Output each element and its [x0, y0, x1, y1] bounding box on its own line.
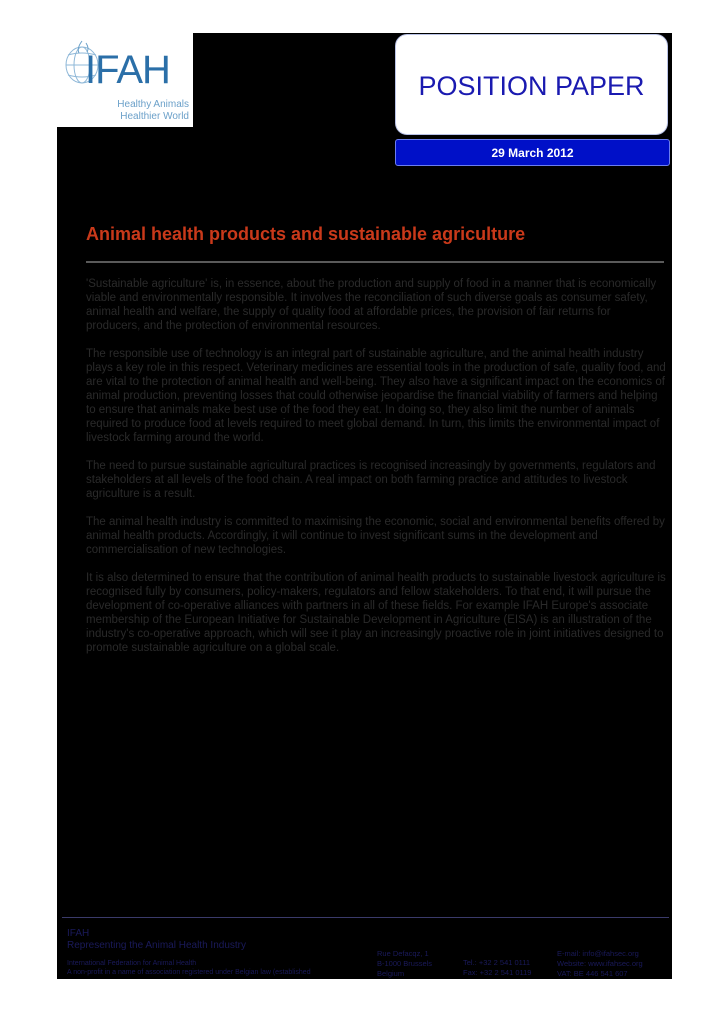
logo-tagline-2: Healthier World — [120, 111, 189, 122]
footer-fax: Fax: +32 2 541 0119 — [463, 968, 532, 977]
footer-address-line: B-1000 Brussels — [377, 959, 433, 968]
paragraph: The need to pursue sustainable agricultural practices is recognised increasingly by governments, regulators and stakeholders at all levels of the food chain. A real impact on both farming practice and attitudes to livestock agriculture is a result. — [86, 460, 656, 500]
footer-legal — [67, 959, 311, 977]
footer-email[interactable]: E-mail: info@ifahsec.org — [557, 949, 639, 958]
footer-legal-line: International Federation for Animal Health — [67, 960, 197, 967]
footer-address-line: Belgium — [377, 969, 405, 978]
logo-tagline-1: Healthy Animals — [117, 99, 189, 110]
footer-organization — [67, 928, 246, 952]
page-title: Animal health products and sustainable agriculture — [86, 224, 526, 244]
footer-website[interactable]: Website: www.ifahsec.org — [557, 959, 643, 968]
footer-address-line: Rue Defacqz, 1 — [377, 949, 429, 958]
position-paper-box — [395, 34, 668, 135]
date-bar — [395, 139, 670, 166]
document-type: POSITION PAPER — [418, 71, 645, 101]
footer-contact — [557, 949, 643, 979]
footer-legal-line: A non-profit in a name of association registered under Belgian law (established — [67, 969, 311, 976]
title-divider — [86, 261, 664, 263]
footer-vat: VAT: BE 446 541 607 — [557, 969, 628, 978]
footer-divider — [62, 917, 669, 918]
paragraph: 'Sustainable agriculture' is, in essence, about the production and supply of food in a manner that is economically viable and environmentally responsible. It involves the reconciliation of such diverse goals as consumer safety, animal health and welfare, the supply of quality food at affordable prices, the provision of fair returns for producers, and the protection of environmental resources. — [86, 278, 657, 332]
logo-wordmark: IFAH — [85, 48, 170, 92]
footer-phone — [463, 958, 531, 978]
document-page — [57, 33, 672, 979]
ifah-logo — [57, 33, 193, 127]
footer-tel: Tel.: +32 2 541 0111 — [463, 958, 531, 967]
paragraph: It is also determined to ensure that the contribution of animal health products to sustainable livestock agriculture is recognised fully by consumers, policy-makers, regulators and fellow stakeholders. To that end, it will pursue the development of co-operative alliances with partners in all of these fields. For example IFAH Europe's associate membership of the European Initiative for Sustainable Development in Agriculture (EISA) is an illustration of the industry's co-operative approach, which will see it play an increasingly proactive role in joint initiatives designed to promote sustainable agriculture on a global scale. — [86, 572, 666, 654]
paragraph: The responsible use of technology is an integral part of sustainable agriculture, and the animal health industry plays a key role in this respect. Veterinary medicines are essential tools in the production of safe, quality food, and are vital to the protection of animal health and well-being. They also have a significant impact on the economics of animal production, preventing losses that could otherwise jeopardise the financial viability of farmers and helping to ensure that animals make best use of the food they eat. In doing so, they also limit the number of animals required to produce food at levels required to meet global demand. In turn, this limits the environmental impact of livestock farming around the world. — [86, 348, 666, 444]
paragraph: The animal health industry is committed to maximising the economic, social and environmental benefits offered by animal health products. Accordingly, it will continue to invest significant sums in the development and commercialisation of new technologies. — [86, 516, 665, 556]
body-text — [86, 277, 666, 669]
footer-org-name: IFAH — [67, 928, 90, 939]
document-date: 29 March 2012 — [491, 146, 574, 160]
footer-address — [377, 949, 432, 979]
footer-org-subtitle: Representing the Animal Health Industry — [67, 940, 246, 951]
